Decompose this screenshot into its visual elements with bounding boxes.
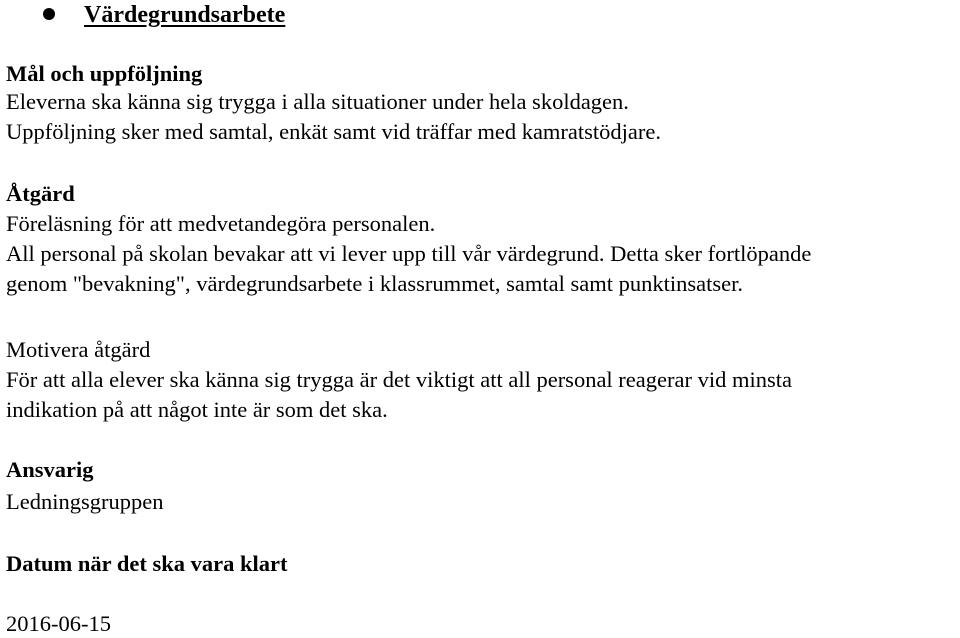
- action-line-2: All personal på skolan bevakar att vi lever upp till vår värdegrund. Detta sker fortlöpande: [6, 241, 812, 266]
- goal-line-1: Eleverna ska känna sig trygga i alla situationer under hela skoldagen.: [6, 89, 629, 114]
- motivation-section-title: Motivera åtgärd: [6, 337, 151, 362]
- goal-line-2: Uppföljning sker med samtal, enkät samt vid träffar med kamratstödjare.: [6, 119, 662, 144]
- bullet-icon: [43, 8, 55, 20]
- goal-section-title: Mål och uppföljning: [6, 61, 203, 86]
- action-line-1: Föreläsning för att medvetandegöra personalen.: [6, 211, 436, 236]
- responsible-value: Ledningsgruppen: [6, 489, 164, 514]
- deadline-value: 2016-06-15: [6, 611, 111, 636]
- responsible-section-title: Ansvarig: [6, 457, 94, 482]
- deadline-section-title: Datum när det ska vara klart: [6, 551, 288, 576]
- motivation-line-2: indikation på att något inte är som det ska.: [6, 397, 388, 422]
- action-line-3: genom "bevakning", värdegrundsarbete i klassrummet, samtal samt punktinsatser.: [6, 271, 743, 296]
- action-section-title: Åtgärd: [6, 181, 75, 206]
- motivation-line-1: För att alla elever ska känna sig trygga är det viktigt att all personal reagerar vid minsta: [6, 367, 792, 392]
- main-heading: Värdegrundsarbete: [84, 2, 286, 28]
